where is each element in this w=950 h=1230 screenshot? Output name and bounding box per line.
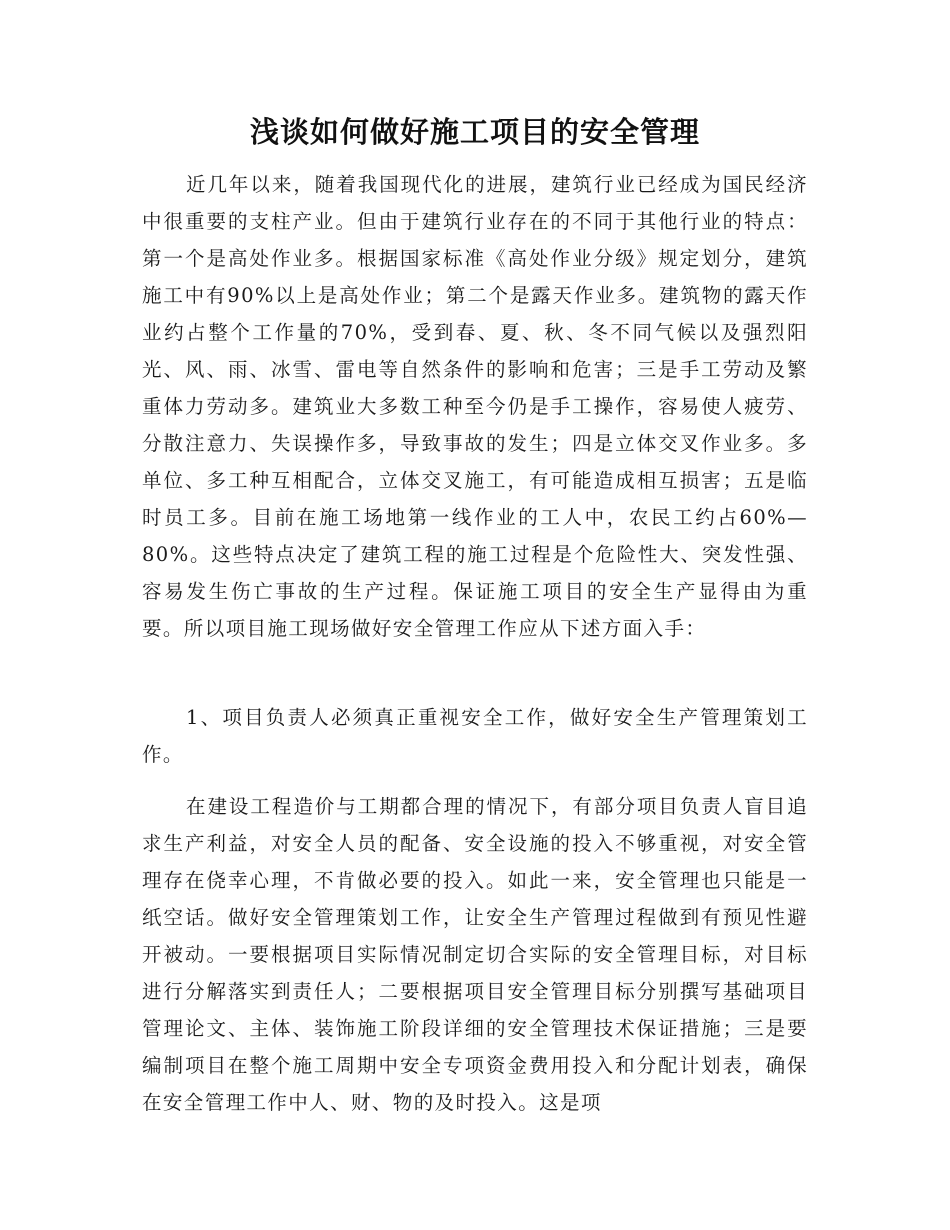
document-title: 浅谈如何做好施工项目的安全管理 [249, 115, 700, 149]
body-paragraph-section-1: 在建设工程造价与工期都合理的情况下，有部分项目负责人盲目追求生产利益，对安全人员的配备、安全设施的投入不够重视，对安全管理存在侥幸心理，不肯做必要的投入。如此一来，安全管理也只能是一纸空话。做好安全管理策划工作，让安全生产管理过程做到有预见性避开被动。一要根据项目实际情况制定切合实际的安全管理目标，对目标进行分解落实到责任人；二要根据项目安全管理目标分别撰写基础项目管理论文、主体、装饰施工阶段详细的安全管理技术保证措施；三是要编制项目在整个施工周期中安全专项资金费用投入和分配计划表，确保在安全管理工作中人、财、物的及时投入。这是项 [142, 795, 808, 1114]
body-paragraph-intro: 近几年以来，随着我国现代化的进展，建筑行业已经成为国民经济中很重要的支柱产业。但由于建筑行业存在的不同于其他行业的特点：第一个是高处作业多。根据国家标准《高处作业分级》规定划分，建筑施工中有90%以上是高处作业；第二个是露天作业多。建筑物的露天作业约占整个工作量的70%，受到春、夏、秋、冬不同气候以及强烈阳光、风、雨、冰雪、雷电等自然条件的影响和危害；三是手工劳动及繁重体力劳动多。建筑业大多数工种至今仍是手工操作，容易使人疲劳、分散注意力、失误操作多，导致事故的发生；四是立体交叉作业多。多单位、多工种互相配合，立体交叉施工，有可能造成相互损害；五是临时员工多。目前在施工场地第一线作业的工人中，农民工约占60%—80%。这些特点决定了建筑工程的施工过程是个危险性大、突发性强、容易发生伤亡事故的生产过程。保证施工项目的安全生产显得由为重要。所以项目施工现场做好安全管理工作应从下述方面入手： [142, 173, 808, 640]
section-heading-1: 1、项目负责人必须真正重视安全工作，做好安全生产管理策划工作。 [142, 706, 808, 766]
